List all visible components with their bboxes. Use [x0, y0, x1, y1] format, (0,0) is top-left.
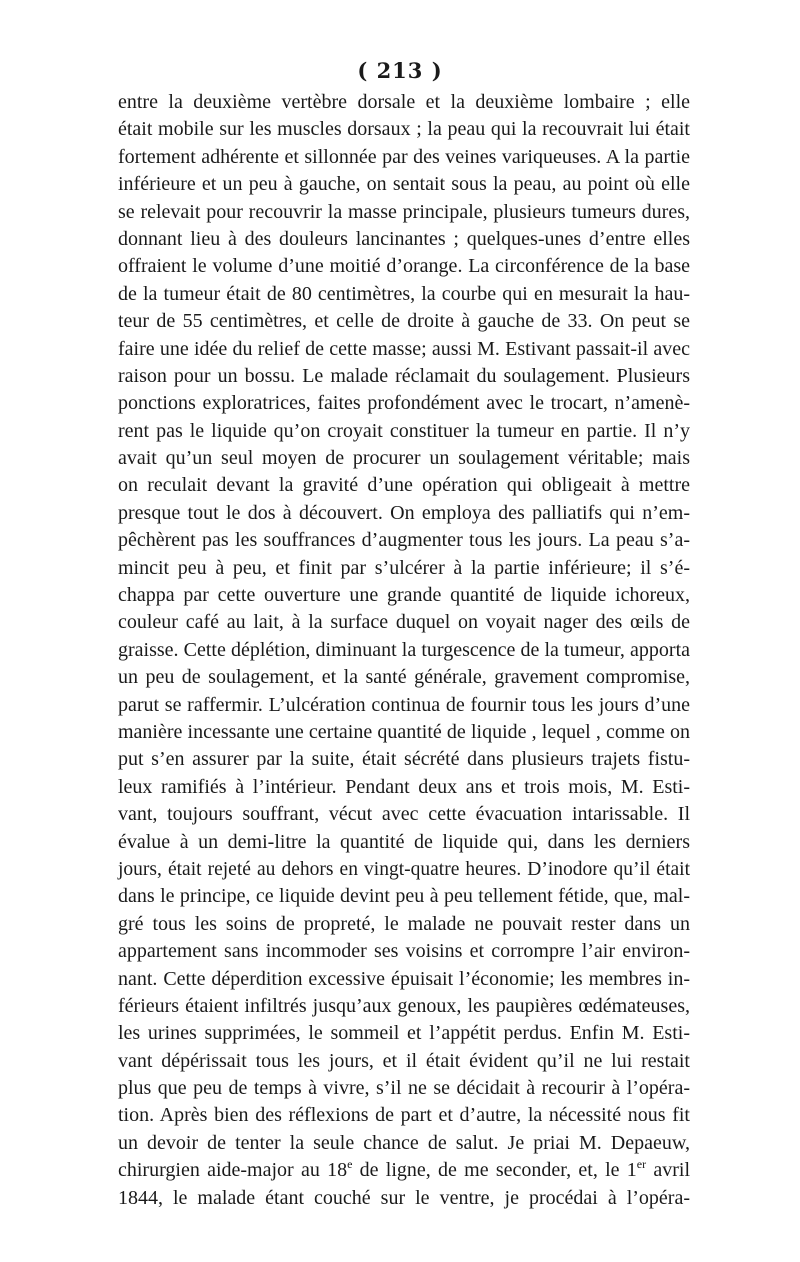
- text-line-37: plus que peu de temps à vivre, s’il ne se décidait à recourir à l’opéra-: [118, 1077, 690, 1100]
- text-line-7: offraient le volume d’une moitié d’orange. La circonférence de la base: [118, 255, 690, 278]
- text-line-27: vant, toujours souffrant, vécut avec cette évacuation intarissable. Il: [118, 803, 690, 826]
- text-line-36: vant dépérissait tous les jours, et il était évident qu’il ne lui restait: [118, 1049, 690, 1072]
- line-40-start: chirurgien aide-major au 18: [118, 1159, 348, 1182]
- text-line-4: inférieure et un peu à gauche, on sentait sous la peau, au point où elle: [118, 173, 690, 196]
- text-line-13: rent pas le liquide qu’on croyait constituer la tumeur en partie. Il n’y: [118, 419, 690, 442]
- text-line-15: on reculait devant la gravité d’une opération qui obligeait à mettre: [118, 474, 690, 497]
- text-line-32: appartement sans incommoder ses voisins et corrompre l’air environ-: [118, 940, 690, 963]
- text-line-11: raison pour un bossu. Le malade réclamait du soulagement. Plusieurs: [118, 364, 690, 387]
- text-line-40: [118, 1157, 690, 1184]
- text-line-22: un peu de soulagement, et la santé générale, gravement compromise,: [118, 666, 690, 689]
- page-number: ( 213 ): [357, 58, 443, 83]
- line-40-middle: de ligne, de me seconder, et, le 1: [352, 1159, 637, 1182]
- text-line-28: évalue à un demi-litre la quantité de liquide qui, dans les derniers: [118, 830, 690, 853]
- text-line-6: donnant lieu à des douleurs lancinantes ; quelques-unes d’entre elles: [118, 227, 690, 250]
- text-line-30: dans le principe, ce liquide devint peu à peu tellement fétide, que, mal-: [118, 885, 690, 908]
- text-line-29: jours, était rejeté au dehors en vingt-quatre heures. D’inodore qu’il était: [118, 858, 690, 880]
- text-line-12: ponctions exploratrices, faites profondément avec le trocart, n’amenè-: [118, 392, 690, 415]
- text-line-9: teur de 55 centimètres, et celle de droite à gauche de 33. On peut se: [118, 310, 690, 333]
- text-line-10: faire une idée du relief de cette masse; aussi M. Estivant passait-il avec: [118, 337, 690, 360]
- text-line-18: mincit peu à peu, et finit par s’ulcérer à la partie inférieure; il s’é-: [118, 556, 690, 579]
- text-line-41: 1844, le malade étant couché sur le ventre, je procédai à l’opéra-: [118, 1186, 690, 1209]
- text-line-34: férieurs étaient infiltrés jusqu’aux genoux, les paupières œdémateuses,: [118, 994, 690, 1017]
- text-line-5: se relevait pour recouvrir la masse principale, plusieurs tumeurs dures,: [118, 200, 690, 223]
- text-line-23: parut se raffermir. L’ulcération continua de fournir tous les jours d’une: [118, 693, 690, 716]
- ordinal-suffix-e: e: [347, 1157, 353, 1172]
- text-line-1: entre la deuxième vertèbre dorsale et la deuxième lombaire ; elle: [118, 91, 690, 113]
- text-line-31: gré tous les soins de propreté, le malade ne pouvait rester dans un: [118, 912, 690, 935]
- text-line-25: put s’en assurer par la suite, était sécrété dans plusieurs trajets fistu-: [118, 748, 690, 771]
- body-text: [118, 89, 690, 1212]
- text-line-39: un devoir de tenter la seule chance de salut. Je priai M. Depaeuw,: [118, 1131, 690, 1154]
- text-line-24: manière incessante une certaine quantité de liquide , lequel , comme on: [118, 720, 690, 743]
- text-line-16: presque tout le dos à découvert. On employa des palliatifs qui n’em-: [118, 501, 690, 524]
- text-line-14: avait qu’un seul moyen de procurer un soulagement véritable; mais: [118, 447, 690, 470]
- text-line-38: tion. Après bien des réflexions de part et d’autre, la nécessité nous fit: [118, 1104, 690, 1127]
- text-line-35: les urines supprimées, le sommeil et l’appétit perdus. Enfin M. Esti-: [118, 1022, 690, 1045]
- text-line-33: nant. Cette déperdition excessive épuisait l’économie; les membres in-: [118, 967, 690, 990]
- ordinal-suffix-er: er: [636, 1157, 647, 1172]
- line-40-end: avril: [646, 1159, 690, 1182]
- text-line-26: leux ramifiés à l’intérieur. Pendant deux ans et trois mois, M. Esti-: [118, 775, 690, 798]
- text-line-8: de la tumeur était de 80 centimètres, la courbe qui en mesurait la hau-: [118, 282, 690, 305]
- text-line-17: pêchèrent pas les souffrances d’augmenter tous les jours. La peau s’a-: [118, 529, 690, 552]
- text-line-19: chappa par cette ouverture une grande quantité de liquide ichoreux,: [118, 584, 690, 607]
- text-line-2: était mobile sur les muscles dorsaux ; la peau qui la recouvrait lui était: [118, 118, 690, 141]
- text-line-3: fortement adhérente et sillonnée par des veines variqueuses. A la partie: [118, 145, 690, 168]
- text-line-21: graisse. Cette déplétion, diminuant la turgescence de la tumeur, apporta: [118, 638, 690, 661]
- text-line-20: couleur café au lait, à la surface duquel on voyait nager des œils de: [118, 611, 690, 634]
